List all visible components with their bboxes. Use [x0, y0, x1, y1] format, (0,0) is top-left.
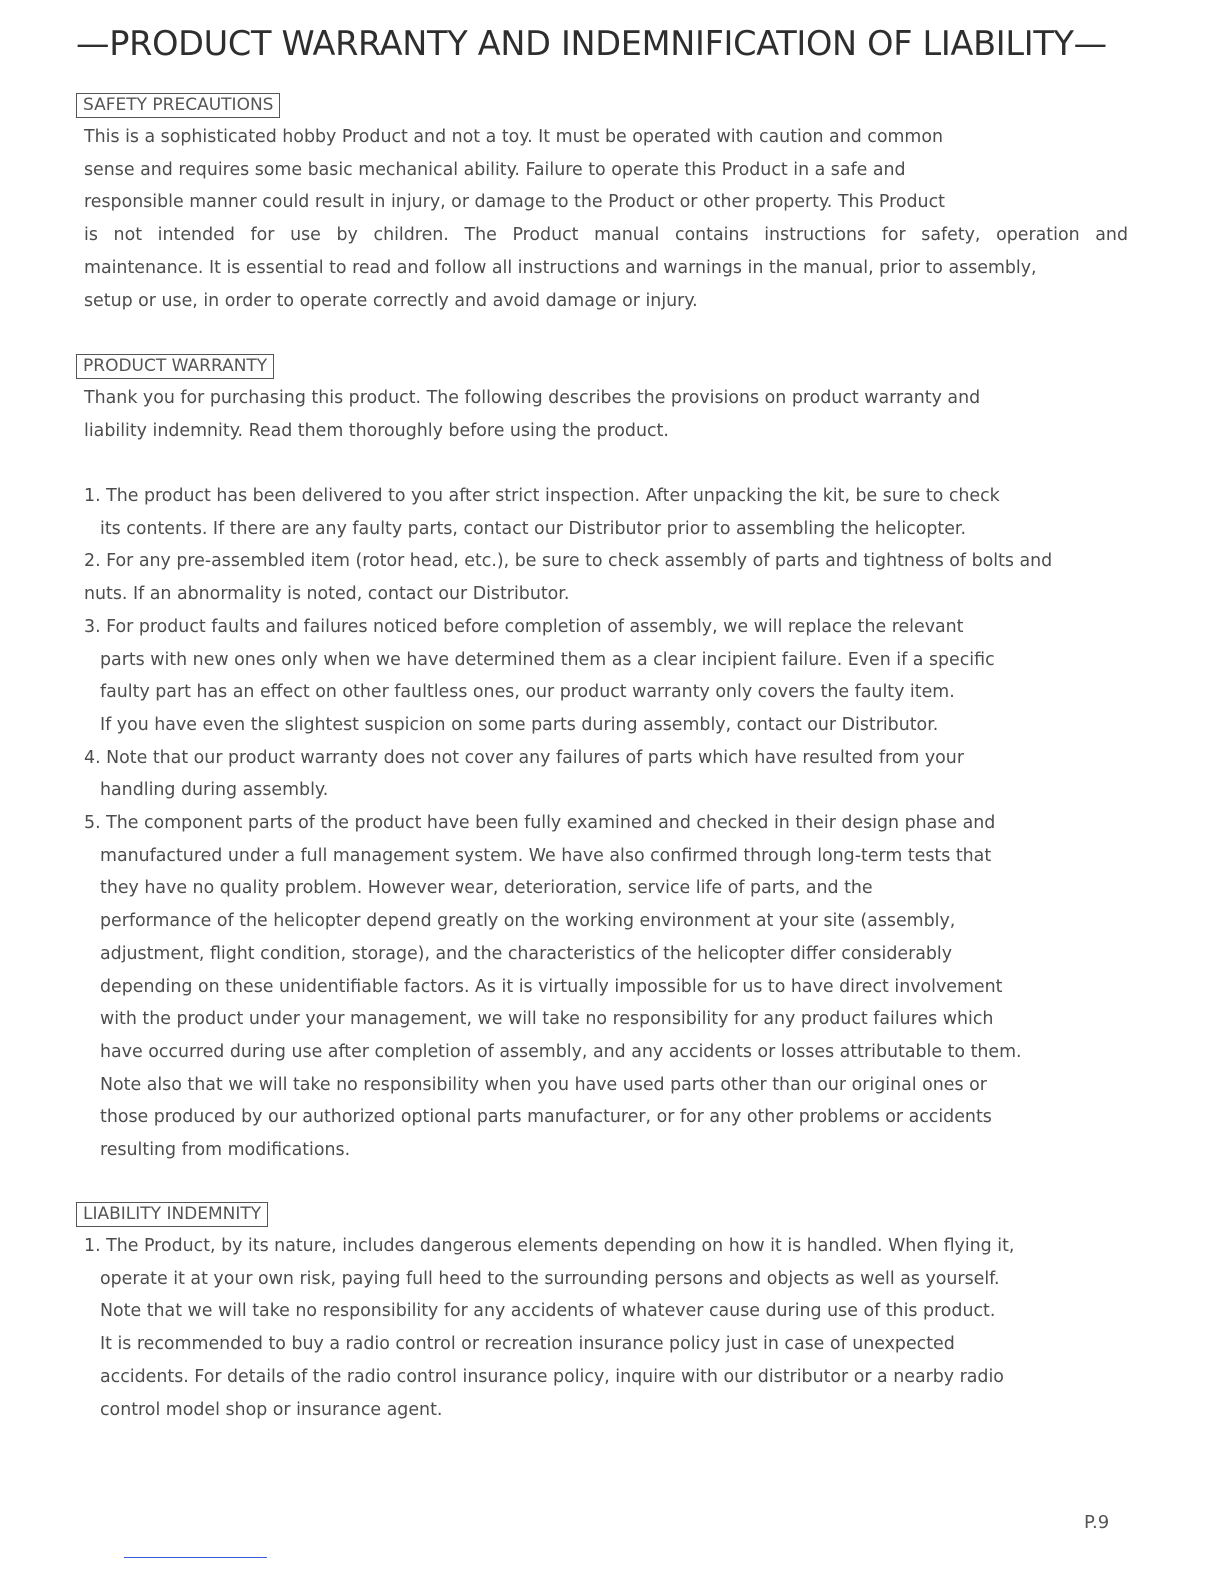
section-label-liability-indemnity: LIABILITY INDEMNITY	[76, 1202, 268, 1227]
warranty-intro-text	[84, 382, 980, 447]
section-label-safety-precautions: SAFETY PRECAUTIONS	[76, 93, 280, 118]
safety-line: is not intended for use by children. The Product manual contains instructions for safety, operation and	[84, 225, 1128, 246]
warranty-item-line: handling during assembly.	[100, 780, 329, 801]
safety-line: setup or use, in order to operate correctly and avoid damage or injury.	[84, 290, 698, 311]
warranty-item-line: 2. For any pre-assembled item (rotor head, etc.), be sure to check assembly of parts and tightness of bolts and	[84, 551, 1053, 572]
safety-line: responsible manner could result in injury, or damage to the Product or other property. This Product	[84, 192, 945, 213]
page-title: —PRODUCT WARRANTY AND INDEMNIFICATION OF LIABILITY—	[76, 24, 1107, 63]
warranty-item-line: they have no quality problem. However wear, deterioration, service life of parts, and the	[100, 878, 873, 899]
warranty-item-line: with the product under your management, we will take no responsibility for any product failures which	[100, 1009, 994, 1030]
liability-item-line: control model shop or insurance agent.	[100, 1399, 443, 1420]
warranty-item-line: have occurred during use after completion of assembly, and any accidents or losses attributable to them.	[100, 1041, 1022, 1062]
warranty-intro-line: Thank you for purchasing this product. The following describes the provisions on product warranty and	[84, 388, 981, 408]
warranty-items-list	[84, 480, 1052, 1167]
warranty-item-line: 4. Note that our product warranty does not cover any failures of parts which have resulted from your	[84, 747, 964, 768]
warranty-item-line: those produced by our authorized optional parts manufacturer, or for any other problems or accidents	[100, 1107, 992, 1128]
warranty-item-line: 1. The product has been delivered to you after strict inspection. After unpacking the kit, be sure to check	[84, 486, 1000, 506]
warranty-item-line: nuts. If an abnormality is noted, contact our Distributor.	[84, 584, 570, 605]
warranty-item-line: manufactured under a full management system. We have also confirmed through long-term tests that	[100, 845, 992, 866]
liability-items-list	[84, 1230, 1014, 1426]
safety-line: maintenance. It is essential to read and follow all instructions and warnings in the manual, prior to assembly,	[84, 257, 1037, 278]
liability-item-line: accidents. For details of the radio control insurance policy, inquire with our distributor or a nearby radio	[100, 1366, 1004, 1387]
liability-item-line: operate it at your own risk, paying full heed to the surrounding persons and objects as well as yourself.	[100, 1268, 1000, 1289]
liability-item-line: It is recommended to buy a radio control or recreation insurance policy just in case of unexpected	[100, 1334, 955, 1355]
warranty-item-line: its contents. If there are any faulty parts, contact our Distributor prior to assembling the helicopter.	[100, 518, 967, 539]
warranty-item-line: resulting from modifications.	[100, 1140, 351, 1161]
page-number: P.9	[1084, 1512, 1110, 1533]
warranty-item-line: Note also that we will take no responsibility when you have used parts other than our original ones or	[100, 1074, 987, 1095]
warranty-item-line: 3. For product faults and failures noticed before completion of assembly, we will replace the relevant	[84, 616, 964, 637]
warranty-item-3	[84, 611, 1052, 742]
warranty-item-5	[84, 807, 1052, 1167]
warranty-item-line: 5. The component parts of the product have been fully examined and checked in their design phase and	[84, 813, 996, 834]
warranty-item-line: If you have even the slightest suspicion on some parts during assembly, contact our Distributor.	[100, 714, 939, 735]
warranty-item-line: faulty part has an effect on other faultless ones, our product warranty only covers the faulty item.	[100, 682, 955, 703]
warranty-item-line: performance of the helicopter depend greatly on the working environment at your site (assembly,	[100, 911, 956, 932]
warranty-item-2	[84, 545, 1052, 610]
warranty-item-line: depending on these unidentifiable factors. As it is virtually impossible for us to have direct involvement	[100, 976, 1003, 997]
warranty-item-4	[84, 742, 1052, 807]
liability-item-line: 1. The Product, by its nature, includes dangerous elements depending on how it is handled. When flying it,	[84, 1236, 1015, 1256]
safety-line: This is a sophisticated hobby Product and not a toy. It must be operated with caution and common	[84, 127, 944, 147]
warranty-item-line: adjustment, flight condition, storage), and the characteristics of the helicopter differ considerably	[100, 943, 953, 964]
warranty-intro-line: liability indemnity. Read them thoroughly before using the product.	[84, 420, 669, 441]
safety-precautions-text	[84, 121, 1128, 317]
liability-item-1	[84, 1230, 1014, 1426]
liability-item-line: Note that we will take no responsibility for any accidents of whatever cause during use of this product.	[100, 1301, 996, 1322]
warranty-item-1	[84, 480, 1052, 545]
footer-divider	[124, 1557, 267, 1558]
section-label-product-warranty: PRODUCT WARRANTY	[76, 354, 274, 379]
safety-line: sense and requires some basic mechanical ability. Failure to operate this Product in a safe and	[84, 159, 906, 180]
warranty-item-line: parts with new ones only when we have determined them as a clear incipient failure. Even if a specific	[100, 649, 995, 670]
